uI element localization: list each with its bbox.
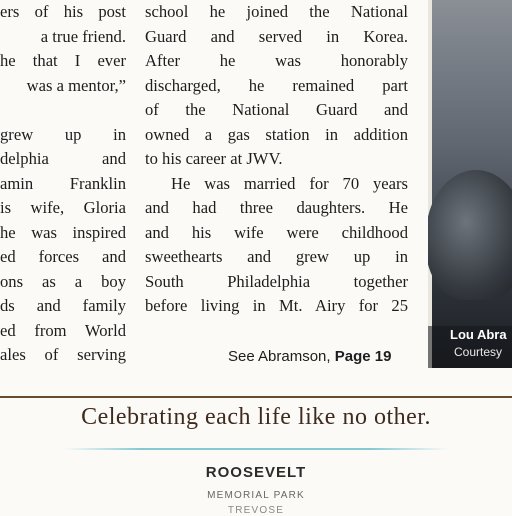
photo-caption-credit: Courtesy — [454, 345, 503, 359]
text-line: grew up in — [0, 124, 126, 144]
text-line: he was inspired — [0, 222, 126, 242]
text-line: to his career at JWV. — [145, 149, 283, 168]
text-line: school he joined the National — [145, 2, 408, 21]
text-line: of the National Guard and — [145, 100, 408, 119]
text-line: ed forces and — [0, 247, 126, 266]
article-left-column — [0, 0, 126, 368]
text-line: a true friend. — [40, 26, 126, 46]
text-line: and his wife were childhood — [145, 222, 408, 242]
text-line: delphia and — [0, 149, 126, 168]
text-line: and had three daughters. He — [145, 198, 408, 217]
text-line: He was married for 70 years — [171, 173, 408, 193]
text-line: was a mentor,” — [26, 75, 126, 95]
text-line-blank — [0, 98, 126, 123]
text-line: is wife, Gloria — [0, 198, 126, 217]
article-middle-column — [145, 0, 408, 319]
text-line: After he was honorably — [145, 51, 408, 70]
text-line: ons as a boy — [0, 271, 126, 291]
text-line: owned a gas station in addition — [145, 124, 408, 144]
ad-brand-subtitle: MEMORIAL PARK — [207, 490, 305, 501]
text-line: ales of serving — [0, 345, 126, 364]
ad-brand-location: TREVOSE — [227, 505, 285, 516]
portrait-photo — [428, 0, 512, 368]
text-line: ds and family — [0, 296, 126, 315]
ad-brand-name: ROOSEVELT — [205, 464, 307, 481]
text-line: before living in Mt. Airy for 25 — [145, 296, 408, 315]
text-line: ed from World — [0, 320, 126, 340]
photo-border — [428, 0, 432, 368]
text-line: South Philadelphia together — [145, 271, 408, 291]
ad-divider — [64, 448, 448, 450]
text-line: ers of his post — [0, 2, 126, 21]
portrait-figure — [428, 170, 512, 300]
text-line: amin Franklin — [0, 173, 126, 193]
continued-jump-line — [228, 348, 391, 365]
photo-caption-name: Lou Abra — [450, 327, 507, 342]
text-line: he that I ever — [0, 51, 126, 70]
ad-tagline: Celebrating each life like no other. — [81, 404, 431, 430]
jump-text: See Abramson, — [228, 348, 331, 365]
text-line: Guard and served in Korea. — [145, 26, 408, 46]
jump-page: Page 19 — [334, 348, 392, 365]
text-line: discharged, he remained part — [145, 75, 408, 95]
text-line: sweethearts and grew up in — [145, 247, 408, 266]
